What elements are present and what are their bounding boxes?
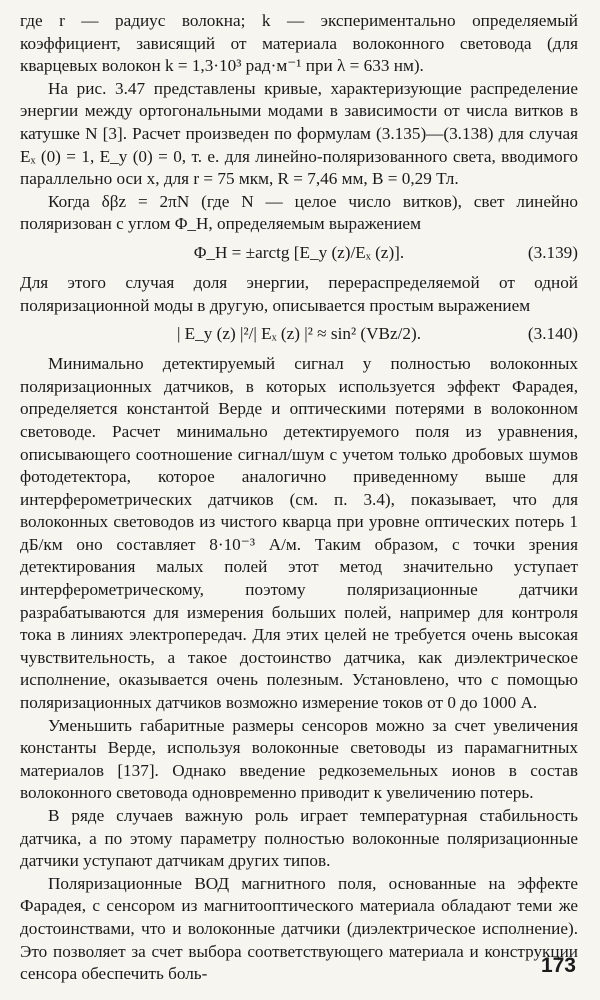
paragraph-3: Когда δβz = 2πN (где N — целое число витков), свет линейно поляризован с углом Φ_H, определяемым выражением [20,191,578,234]
paragraph-1: где r — радиус волокна; k — экспериментально определяемый коэффициент, зависящий от материала волоконного световода (для кварцевых волокон k = 1,3·10³ рад·м⁻¹ при λ = 633 нм). [20,11,578,76]
paragraph-6: Уменьшить габаритные размеры сенсоров можно за счет увеличения константы Верде, используя волоконные световоды из парамагнитных материалов [137]. Однако введение редкоземельных ионов в состав волоконного световода одновременно приводит к увеличению потерь. [20,715,578,803]
paragraph-8: Поляризационные ВОД магнитного поля, основанные на эффекте Фарадея, с сенсором из магнитооптического материала обладают теми же достоинствами, что и волоконные датчики (диэлектрическое исполнение). Это позволяет за счет выбора соответствующего материала и конструкции сенсора обеспечить боль- [20,873,578,984]
page-number: 173 [540,954,576,977]
paragraph-5: Минимально детектируемый сигнал у полностью волоконных поляризационных датчиков, в которых используется эффект Фарадея, определяется константой Верде и оптическими потерями в волоконном световоде. Расчет минимально детектируемого поля из уравнения, описывающего соотношение сигнал/шум с учетом только дробовых шумов фотодетектора, которое аналогично приведенному выше для интерферометрических датчиков (см. п. 3.4), показывает, что для волоконных световодов из чистого кварца при уровне оптических потерь 1 дБ/км оно составляет 8·10⁻³ А/м. Таким образом, с точки зрения детектирования малых полей этот метод значительно уступает интерферометрическому, поэтому поляризационные датчики разрабатываются для измерения больших полей, например для контроля тока в линиях электропередач. Для этих целей не требуется очень высокая чувствительность, а такое достоинство датчика, как диэлектрическое исполнение, оказывается очень полезным. Установлено, что с помощью поляризационных датчиков возможно измерение токов от 0 до 1000 А. [20,354,578,713]
formula-expression: | E_y (z) |²/| Eₓ (z) |² ≈ sin² (VBz/2). [176,324,422,344]
paragraph-4: Для этого случая доля энергии, перераспределяемой от одной поляризационной моды в другую, описывается простым выражением [20,272,578,315]
formula-expression: Φ_H = ±arctg [E_y (z)/Eₓ (z)]. [193,242,405,262]
formula-3-139 [20,238,578,268]
formula-number: (3.139) [527,242,578,262]
formula-3-140 [20,319,578,349]
paragraph-7: В ряде случаев важную роль играет температурная стабильность датчика, а по этому параметру полностью волоконные поляризационные датчики уступают датчикам других типов. [20,806,578,871]
formula-number: (3.140) [527,324,578,344]
paragraph-2: На рис. 3.47 представлены кривые, характеризующие распределение энергии между ортогональными модами в зависимости от числа витков в катушке N [3]. Расчет произведен по формулам (3.135)—(3.138) для случая Eₓ (0) = 1, E_y (0) = 0, т. е. для линейно-поляризованного света, вводимого параллельно оси x, для r = 75 мкм, R = 7,46 мм, B = 0,29 Тл. [20,78,578,189]
